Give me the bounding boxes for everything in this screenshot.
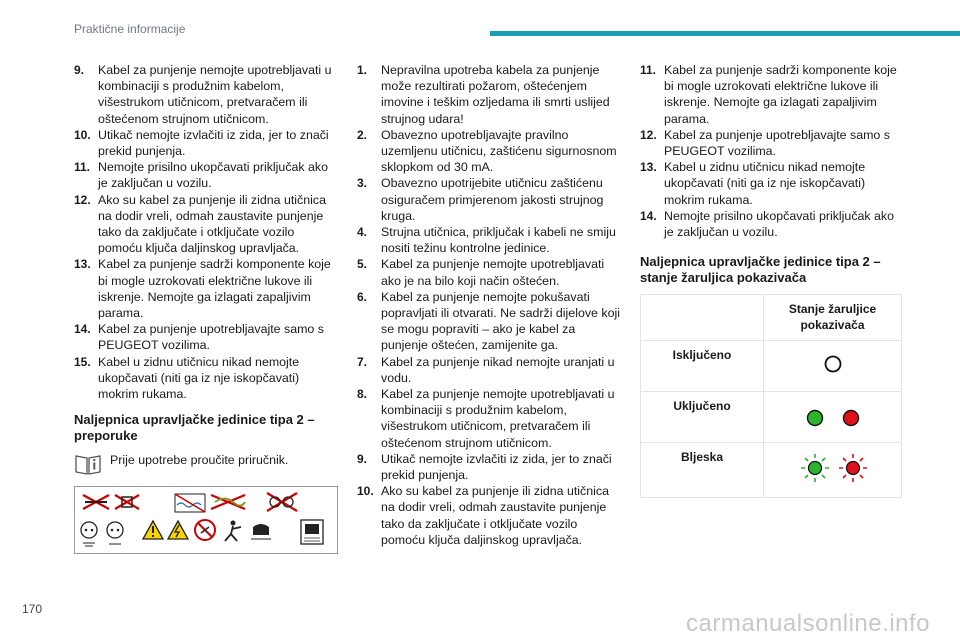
list-item: 14. Kabel za punjenje upotrebljavajte samo s PEUGEOT vozilima. — [74, 322, 324, 353]
list-item: 11. Nemojte prisilno ukopčavati priključak ako je zaključan u vozilu. — [74, 160, 329, 191]
no-extension-cord-icon — [83, 495, 109, 509]
list-item: 15. Kabel u zidnu utičnicu nikad nemojte ukopčavati (niti ga iz nje iskopčavati) mokrim rukama. — [74, 354, 300, 402]
list-item: 5. Kabel za punjenje nemojte upotrebljavati ako je na bilo koji način oštećen. — [357, 257, 605, 288]
table-row — [641, 391, 902, 442]
no-water-icon — [175, 494, 205, 512]
warning-list-1 — [74, 62, 340, 402]
column-2 — [357, 62, 623, 548]
header-title: Praktične informacije — [74, 22, 186, 36]
led-green-blink-icon — [801, 454, 829, 482]
list-item: 2. Obavezno upotrebljavajte pravilno uzemljenu utičnicu, zaštićenu sigurnosnom sklopkom od 30 mA. — [357, 127, 617, 175]
table-row — [641, 443, 902, 498]
table-header-row — [641, 295, 902, 340]
list-item: 10. Utikač nemojte izvlačiti iz zida, jer to znači prekid punjenja. — [74, 127, 329, 159]
list-item: 9. Utikač nemojte izvlačiti iz zida, jer to znači prekid punjenja. — [357, 451, 612, 483]
warning-list-2 — [357, 62, 623, 548]
list-item: 9. Kabel za punjenje nemojte upotrebljavati u kombinaciji s produžnim kabelom, višestrukom utičnicom, pretvaračem ili oštećenom strujnom utičnicom. — [74, 63, 332, 126]
table-header: Stanje žaruljice pokazivača — [764, 295, 902, 340]
led-red-blink-icon — [839, 454, 867, 482]
no-adapter-icon — [115, 495, 139, 509]
list-item: 1. Nepravilna upotreba kabela za punjenje može rezultirati požarom, oštećenjem imovine i teškim ozljedama ili smrti uslijed strujnog udara! — [357, 63, 610, 126]
led-state-label: Uključeno — [641, 391, 764, 442]
section-heading-led-status: Naljepnica upravljačke jedinice tipa 2 – stanje žaruljica pokazivača — [640, 254, 881, 286]
led-state-label: Isključeno — [641, 340, 764, 391]
control-unit-label-image — [74, 486, 338, 554]
no-pull-icon — [225, 521, 241, 542]
list-item: 12. Kabel za punjenje upotrebljavajte samo s PEUGEOT vozilima. — [640, 127, 890, 159]
section-heading-recommendations: Naljepnica upravljačke jedinice tipa 2 – preporuke — [74, 412, 315, 444]
manual-note-text: Prije upotrebe proučite priručnik. — [110, 453, 289, 468]
no-damaged-cable-icon — [211, 495, 245, 509]
read-manual-icon — [74, 452, 102, 476]
warning-triangle-icon — [143, 521, 163, 539]
led-state-label: Bljeska — [641, 443, 764, 498]
page-number: 170 — [22, 602, 43, 616]
list-item: 8. Kabel za punjenje nemojte upotrebljavati u kombinaciji s produžnim kabelom, višestrukom utičnicom, pretvaračem ili oštećenom strujnom utičnicom. — [357, 387, 615, 450]
table-row — [641, 340, 902, 391]
no-multi-socket-icon — [267, 493, 297, 511]
header-accent-bar — [490, 31, 960, 36]
no-repair-icon — [195, 520, 215, 540]
list-item: 12. Ako su kabel za punjenje ili zidna utičnica na dodir vreli, odmah zaustavite punjenje tako da zaključate i otključate vozilo pomoću ključa daljinskog upravljača. — [74, 192, 326, 256]
list-item: 7. Kabel za punjenje nikad nemojte uranjati u vodu. — [357, 354, 615, 385]
fuse-icon — [107, 522, 123, 544]
led-off-icon — [825, 356, 840, 371]
list-item: 3. Obavezno upotrijebite utičnicu zaštićenu osiguračem primjerenom jakosti strujnog kruga. — [357, 176, 604, 223]
led-status-table — [640, 294, 902, 498]
led-red-on-icon — [843, 410, 858, 425]
watermark: carmanualsonline.info — [686, 610, 930, 637]
list-item: 4. Strujna utičnica, priključak i kabeli ne smiju nositi težinu kontrolne jedinice. — [357, 225, 616, 256]
list-item: 10. Ako su kabel za punjenje ili zidna utičnica na dodir vreli, odmah zaustavite punjenje tako da zaključate i otključate vozilo pomoću ključa daljinskog upravljača. — [357, 484, 609, 547]
column-1 — [74, 62, 340, 554]
list-item: 6. Kabel za punjenje nemojte pokušavati popravljati ili otvarati. Ne sadrži dijelove koji se mogu popraviti – ako je kabel za punjenje oštećen, zamijenite ga. — [357, 289, 620, 353]
no-wet-hands-icon — [251, 524, 271, 539]
list-item: 13. Kabel u zidnu utičnicu nikad nemojte ukopčavati (niti ga iz nje iskopčavati) mokrim rukama. — [640, 160, 866, 207]
manual-note — [74, 452, 340, 476]
column-3 — [640, 62, 905, 498]
high-voltage-icon — [168, 521, 188, 539]
list-item: 11. Kabel za punjenje sadrži komponente koje bi mogle uzrokovati električne lukove ili iskrenje. Nemojte ga izlagati zapaljivim parama. — [640, 63, 897, 126]
read-manual-icon — [301, 520, 323, 544]
earth-socket-icon — [81, 522, 97, 546]
led-green-on-icon — [807, 410, 822, 425]
warning-list-3 — [640, 62, 905, 240]
list-item: 13. Kabel za punjenje sadrži komponente koje bi mogle uzrokovati električne lukove ili iskrenje. Nemojte ga izlagati zapaljivim parama. — [74, 257, 331, 321]
list-item: 14. Nemojte prisilno ukopčavati priključak ako je zaključan u vozilu. — [640, 208, 895, 240]
